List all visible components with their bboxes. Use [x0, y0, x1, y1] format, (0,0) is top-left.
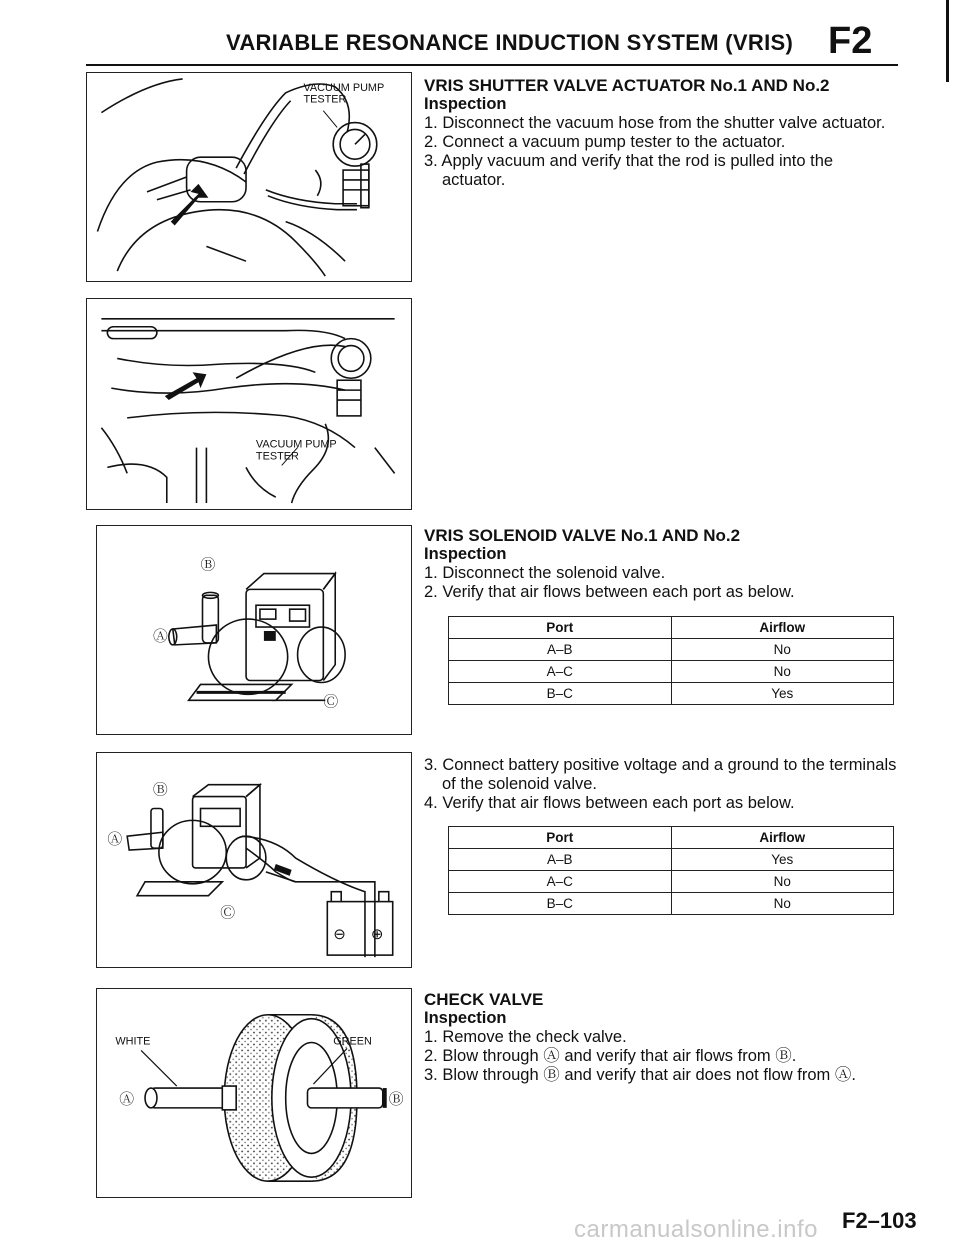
vacuum-pump-label-line2: TESTER — [303, 93, 347, 106]
step-item: 2. Blow through Ⓐ and verify that air flows from Ⓑ. — [424, 1047, 797, 1065]
page-edge-mark — [946, 0, 949, 82]
cell-port: B–C — [449, 893, 672, 915]
section-shutter-valve-actuator — [424, 76, 898, 190]
solenoid-battery-illustration — [97, 753, 411, 967]
table-row — [449, 871, 894, 893]
cell-port: B–C — [449, 683, 672, 705]
step-item: 3. Connect battery positive voltage and a ground to the terminals of the solenoid valve. — [424, 756, 897, 793]
table-header-row — [449, 617, 894, 639]
actuator-illustration — [87, 73, 411, 281]
table-row — [449, 849, 894, 871]
vacuum-pump-label-line2: TESTER — [255, 450, 299, 463]
green-label: GREEN — [333, 1035, 372, 1048]
airflow-table-deenergized — [448, 616, 894, 705]
page-title: VARIABLE RESONANCE INDUCTION SYSTEM (VRIS) — [226, 30, 794, 55]
figure-actuator-vacuum-tester — [86, 72, 412, 282]
figure-solenoid-valve — [96, 525, 412, 735]
figure-actuator-vacuum-tester-2 — [86, 298, 412, 510]
cell-port: A–C — [449, 871, 672, 893]
section-solenoid-valve-energized — [424, 756, 898, 813]
cell-port: A–C — [449, 661, 672, 683]
step-item: 1. Disconnect the vacuum hose from the shutter valve actuator. — [424, 114, 886, 132]
port-a-label: Ⓐ — [152, 628, 168, 645]
header-rule — [86, 64, 898, 66]
column-header-airflow: Airflow — [671, 827, 894, 849]
step-item: 1. Disconnect the solenoid valve. — [424, 564, 666, 582]
step-item: 1. Remove the check valve. — [424, 1028, 627, 1046]
step-item: 2. Connect a vacuum pump tester to the actuator. — [424, 133, 786, 151]
port-b-label: Ⓑ — [152, 782, 168, 799]
port-c-label: Ⓒ — [323, 694, 339, 711]
cell-airflow: No — [671, 661, 894, 683]
section-title: CHECK VALVE — [424, 990, 544, 1009]
port-b-label: Ⓑ — [388, 1091, 404, 1108]
cell-airflow: No — [671, 639, 894, 661]
vacuum-pump-label-line1: VACUUM PUMP — [303, 81, 385, 94]
step-item: 3. Blow through Ⓑ and verify that air does not flow from Ⓐ. — [424, 1066, 856, 1084]
cell-port: A–B — [449, 639, 672, 661]
cell-airflow: Yes — [671, 683, 894, 705]
actuator-illustration-2 — [87, 299, 411, 509]
section-title: VRIS SOLENOID VALVE No.1 AND No.2 — [424, 526, 741, 545]
port-c-label: Ⓒ — [220, 905, 236, 922]
section-subtitle: Inspection — [424, 1009, 507, 1027]
section-solenoid-valve — [424, 526, 898, 602]
step-item: 3. Apply vacuum and verify that the rod is pulled into the actuator. — [424, 152, 834, 189]
battery-positive-icon: ⊕ — [370, 927, 384, 944]
cell-airflow: No — [671, 893, 894, 915]
watermark: carmanualsonline.info — [574, 1216, 818, 1243]
figure-check-valve — [96, 988, 412, 1198]
column-header-port: Port — [449, 827, 672, 849]
section-code: F2 — [828, 20, 873, 62]
white-label: WHITE — [115, 1035, 151, 1048]
step-item: 4. Verify that air flows between each port as below. — [424, 794, 795, 812]
table-row — [449, 639, 894, 661]
cell-port: A–B — [449, 849, 672, 871]
section-subtitle: Inspection — [424, 545, 507, 563]
section-check-valve — [424, 990, 898, 1085]
section-subtitle: Inspection — [424, 95, 507, 113]
page-number: F2–103 — [842, 1208, 917, 1233]
battery-negative-icon: ⊖ — [333, 927, 346, 944]
cell-airflow: Yes — [671, 849, 894, 871]
port-a-label: Ⓐ — [119, 1091, 135, 1108]
vacuum-pump-label-line1: VACUUM PUMP — [255, 438, 337, 451]
figure-solenoid-valve-battery — [96, 752, 412, 968]
table-header-row — [449, 827, 894, 849]
check-valve-illustration — [97, 989, 411, 1197]
table-row — [449, 661, 894, 683]
table-row — [449, 893, 894, 915]
column-header-airflow: Airflow — [671, 617, 894, 639]
table-row — [449, 683, 894, 705]
column-header-port: Port — [449, 617, 672, 639]
airflow-table-energized — [448, 826, 894, 915]
port-a-label: Ⓐ — [107, 832, 123, 849]
port-b-label: Ⓑ — [200, 557, 216, 574]
solenoid-valve-illustration — [97, 526, 411, 734]
step-item: 2. Verify that air flows between each port as below. — [424, 583, 795, 601]
section-title: VRIS SHUTTER VALVE ACTUATOR No.1 AND No.2 — [424, 76, 830, 95]
cell-airflow: No — [671, 871, 894, 893]
